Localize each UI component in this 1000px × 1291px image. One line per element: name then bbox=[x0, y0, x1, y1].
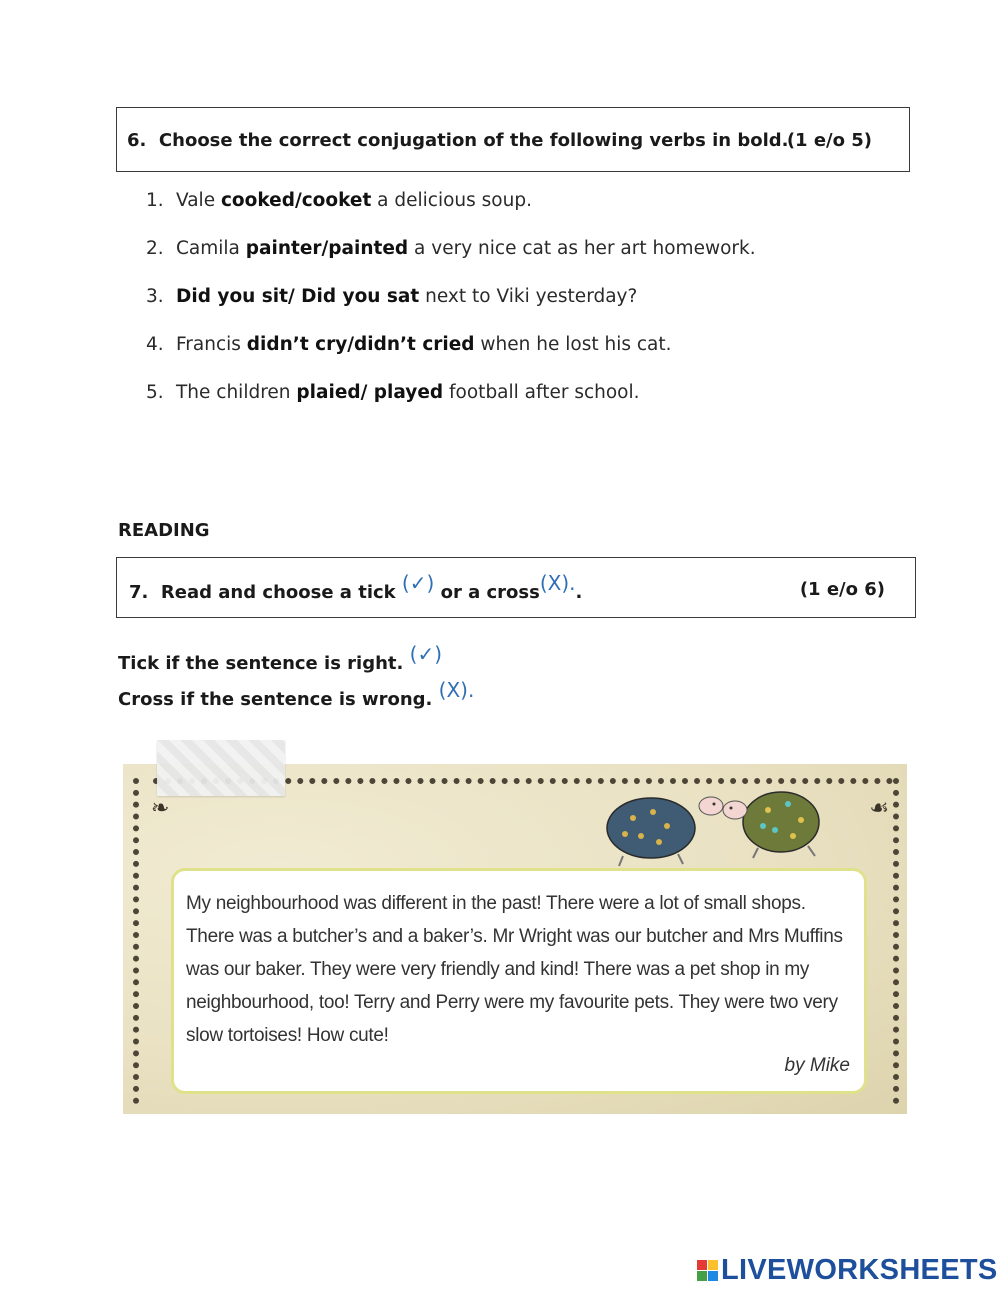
question-7-points: (1 e/o 6) bbox=[799, 579, 885, 600]
question-7-text: Read and choose a tick bbox=[160, 582, 396, 603]
tick-legend bbox=[118, 642, 443, 674]
corner-ornament-icon: ❧ bbox=[151, 796, 170, 821]
tortoises-illustration bbox=[603, 778, 843, 868]
liveworksheets-logo bbox=[697, 1255, 998, 1285]
tape-decoration bbox=[157, 740, 285, 796]
cross-legend bbox=[118, 678, 475, 710]
question-7-number: 7. bbox=[129, 582, 149, 603]
item-text: Francis bbox=[176, 334, 247, 355]
tick-icon: (✓) bbox=[409, 642, 443, 666]
item-text: a very nice cat as her art homework. bbox=[408, 238, 756, 259]
logo-blocks-icon bbox=[697, 1260, 718, 1281]
item-text: Vale bbox=[176, 190, 221, 211]
question-6-text: Choose the correct conjugation of the following verbs in bold. bbox=[158, 130, 789, 151]
item-text: when he lost his cat. bbox=[474, 334, 672, 355]
story-author: by Mike bbox=[784, 1055, 850, 1076]
question-7-period: . bbox=[575, 582, 583, 603]
item-number: 4. bbox=[146, 334, 164, 355]
item-number: 5. bbox=[146, 382, 164, 403]
dotted-border-left bbox=[133, 778, 139, 1104]
list-item bbox=[146, 190, 756, 238]
item-text: next to Viki yesterday? bbox=[419, 286, 638, 307]
story-card bbox=[123, 764, 907, 1114]
reading-heading: READING bbox=[118, 520, 210, 541]
item-text: Camila bbox=[176, 238, 246, 259]
tick-icon: (✓) bbox=[401, 571, 435, 595]
question-6-list bbox=[146, 190, 756, 430]
list-item bbox=[146, 238, 756, 286]
tortoise-green-icon bbox=[723, 792, 819, 858]
logo-block bbox=[697, 1260, 707, 1270]
verb-choice[interactable]: painter/painted bbox=[245, 238, 409, 259]
question-7-box bbox=[116, 557, 916, 618]
verb-choice[interactable]: didn’t cry/didn’t cried bbox=[246, 334, 475, 355]
logo-block bbox=[697, 1271, 707, 1281]
item-text: football after school. bbox=[443, 382, 640, 403]
story-text-box bbox=[171, 868, 867, 1094]
logo-block bbox=[708, 1260, 718, 1270]
logo-wordmark: LIVEWORKSHEETS bbox=[721, 1253, 998, 1286]
cross-icon: (X). bbox=[438, 678, 475, 702]
verb-choice[interactable]: cooked/cooket bbox=[220, 190, 372, 211]
question-6-points: (1 e/o 5) bbox=[786, 130, 872, 151]
question-6-number: 6. bbox=[127, 130, 147, 151]
cross-legend-text: Cross if the sentence is wrong. bbox=[118, 689, 433, 710]
item-number: 2. bbox=[146, 238, 164, 259]
question-6-instruction bbox=[127, 130, 789, 151]
question-7-text: or a cross bbox=[440, 582, 540, 603]
question-6-box bbox=[116, 107, 910, 172]
cross-icon: (X). bbox=[539, 571, 576, 595]
list-item bbox=[146, 334, 756, 382]
verb-choice[interactable]: plaied/ played bbox=[296, 382, 444, 403]
item-number: 1. bbox=[146, 190, 164, 211]
question-7-instruction bbox=[129, 571, 583, 603]
story-text: My neighbourhood was different in the past! There were a lot of small shops. There was a butcher’s and a baker’s. Mr Wright was our butcher and Mrs Muffins was our baker. They were very friendly and kind! There was a pet shop in my neighbourhood, too! Terry and Perry were my favourite pets. They were two very slow tortoises! How cute! bbox=[186, 893, 843, 1046]
tick-legend-text: Tick if the sentence is right. bbox=[118, 653, 404, 674]
list-item bbox=[146, 286, 756, 334]
dotted-border-right bbox=[893, 778, 899, 1104]
verb-choice[interactable]: Did you sit/ Did you sat bbox=[176, 286, 420, 307]
tortoise-blue-icon bbox=[607, 797, 723, 866]
item-text: The children bbox=[176, 382, 297, 403]
list-item bbox=[146, 382, 756, 430]
item-number: 3. bbox=[146, 286, 164, 307]
logo-block bbox=[708, 1271, 718, 1281]
item-text: a delicious soup. bbox=[371, 190, 532, 211]
corner-ornament-icon: ☙ bbox=[869, 796, 889, 821]
